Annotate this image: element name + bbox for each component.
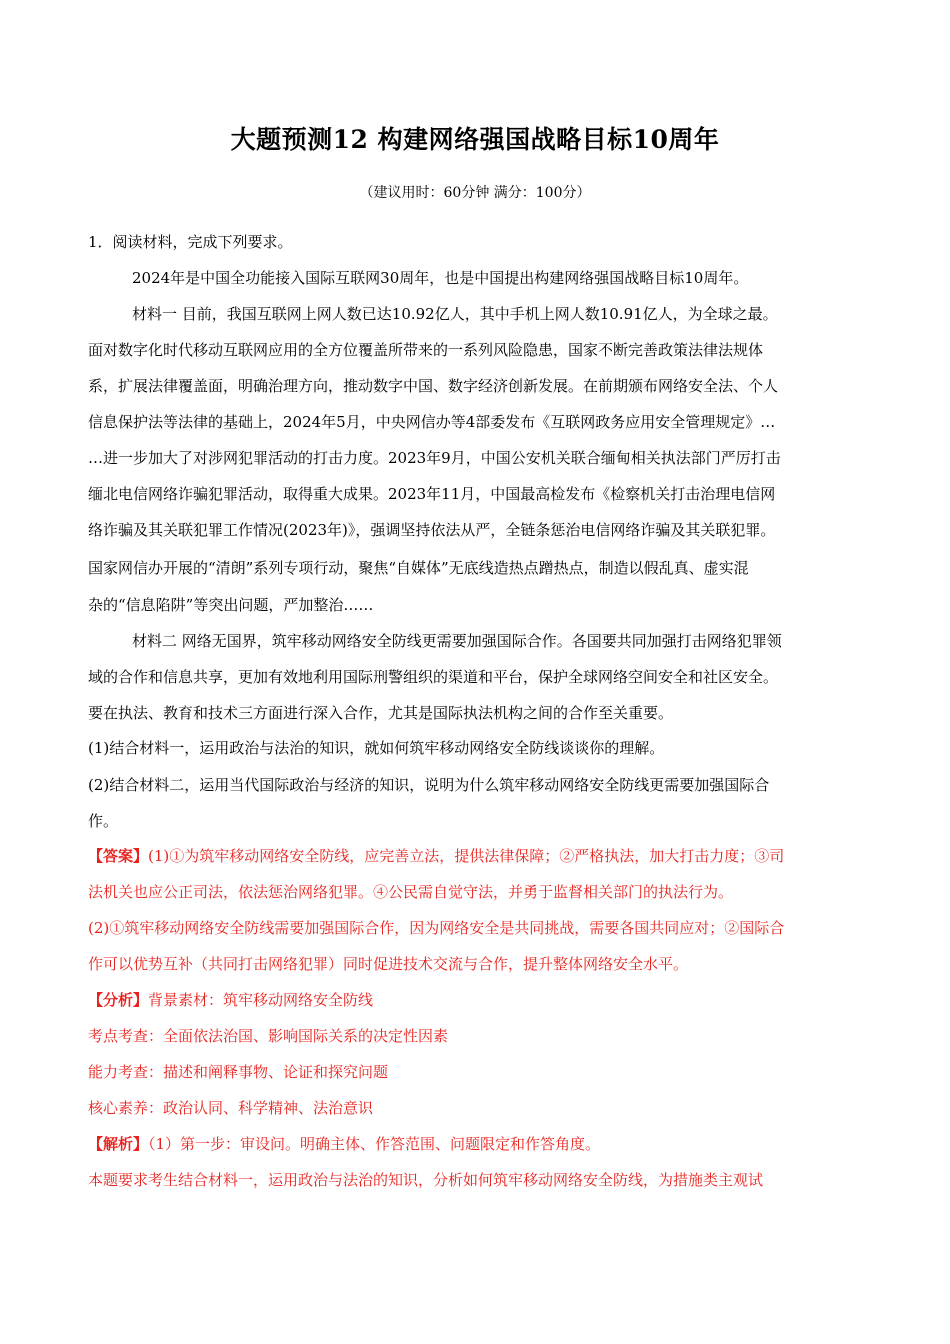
answer-line: 作可以优势互补（共同打击网络犯罪）同时促进技术交流与合作，提升整体网络安全水平。: [88, 955, 689, 973]
page-subtitle: （建议用时：60分钟 满分：100分）: [359, 185, 591, 201]
sub-question-2-cont: 作。: [88, 812, 119, 830]
material1-line: …进一步加大了对涉网犯罪活动的打击力度。2023年9月，中国公安机关联合缅甸相关执法部门严厉打击: [88, 449, 781, 467]
material1-line: 国家网信办开展的“清朗”系列专项行动，聚焦“自媒体”无底线造热点蹭热点，制造以假乱真、虚实混: [88, 559, 749, 577]
sub-question-1: (1)结合材料一，运用政治与法治的知识，就如何筑牢移动网络安全防线谈谈你的理解。: [88, 739, 665, 757]
material1-line: 信息保护法等法律的基础上，2024年5月，中央网信办等4部委发布《互联网政务应用安全管理规定》…: [88, 413, 776, 431]
analysis-nengli: 能力考查：描述和阐释事物、论证和探究问题: [88, 1063, 389, 1081]
answer-line: 法机关也应公正司法，依法惩治网络犯罪。④公民需自觉守法，并勇于监督相关部门的执法行为。: [88, 883, 734, 901]
material1-line: 杂的“信息陷阱”等突出问题，严加整治……: [88, 596, 374, 614]
answer-line: [88, 844, 784, 868]
material1-line: 络诈骗及其关联犯罪工作情况(2023年)》，强调坚持依法从严，全链条惩治电信网络诈骗及其关联犯罪。: [88, 521, 776, 539]
analysis-suyang: 核心素养：政治认同、科学精神、法治意识: [88, 1099, 374, 1117]
answer-text: (1)①为筑牢移动网络安全防线，应完善立法，提供法律保障；②严格执法，加大打击力度；③司: [148, 847, 785, 865]
sub-question-2: (2)结合材料二，运用当代国际政治与经济的知识，说明为什么筑牢移动网络安全防线更需要加强国际合: [88, 776, 770, 794]
material1-line: 缅北电信网络诈骗犯罪活动，取得重大成果。2023年11月，中国最高检发布《检察机关打击治理电信网: [88, 485, 776, 503]
answer-tag: 【答案】: [88, 847, 149, 865]
question-prompt: 1．阅读材料，完成下列要求。: [88, 233, 293, 251]
analysis-kaodian: 考点考查：全面依法治国、影响国际关系的决定性因素: [88, 1027, 449, 1045]
material2-line: 要在执法、教育和技术三方面进行深入合作，尤其是国际执法机构之间的合作至关重要。: [88, 704, 674, 722]
answer-line: (2)①筑牢移动网络安全防线需要加强国际合作，因为网络安全是共同挑战，需要各国共同应对；②国际合: [88, 919, 785, 937]
question-intro: 2024年是中国全功能接入国际互联网30周年，也是中国提出构建网络强国战略目标10周年。: [132, 269, 749, 287]
page-title: 大题预测12 构建网络强国战略目标10周年: [230, 125, 720, 154]
explain-tag: 【解析】: [88, 1135, 149, 1153]
analysis-tag: 【分析】: [88, 991, 149, 1009]
analysis-line: [88, 988, 373, 1012]
explain-step1: （1）第一步：审设问。明确主体、作答范围、问题限定和作答角度。: [148, 1135, 601, 1153]
material1-line: 面对数字化时代移动互联网应用的全方位覆盖所带来的一系列风险隐患，国家不断完善政策法律法规体: [88, 341, 764, 359]
explain-line: [88, 1132, 600, 1156]
material2-line: 域的合作和信息共享，更加有效地利用国际刑警组织的渠道和平台，保护全球网络空间安全和社区安全。: [88, 668, 779, 686]
analysis-background: 背景素材：筑牢移动网络安全防线: [148, 991, 374, 1009]
explain-line: 本题要求考生结合材料一，运用政治与法治的知识，分析如何筑牢移动网络安全防线，为措施类主观试: [88, 1171, 764, 1189]
material1-line: 材料一 目前，我国互联网上网人数已达10.92亿人，其中手机上网人数10.91亿人，为全球之最。: [132, 305, 778, 323]
material2-line: 材料二 网络无国界，筑牢移动网络安全防线更需要加强国际合作。各国要共同加强打击网络犯罪领: [132, 632, 782, 650]
material1-line: 系，扩展法律覆盖面，明确治理方向，推动数字中国、数字经济创新发展。在前期颁布网络安全法、个人: [88, 377, 779, 395]
